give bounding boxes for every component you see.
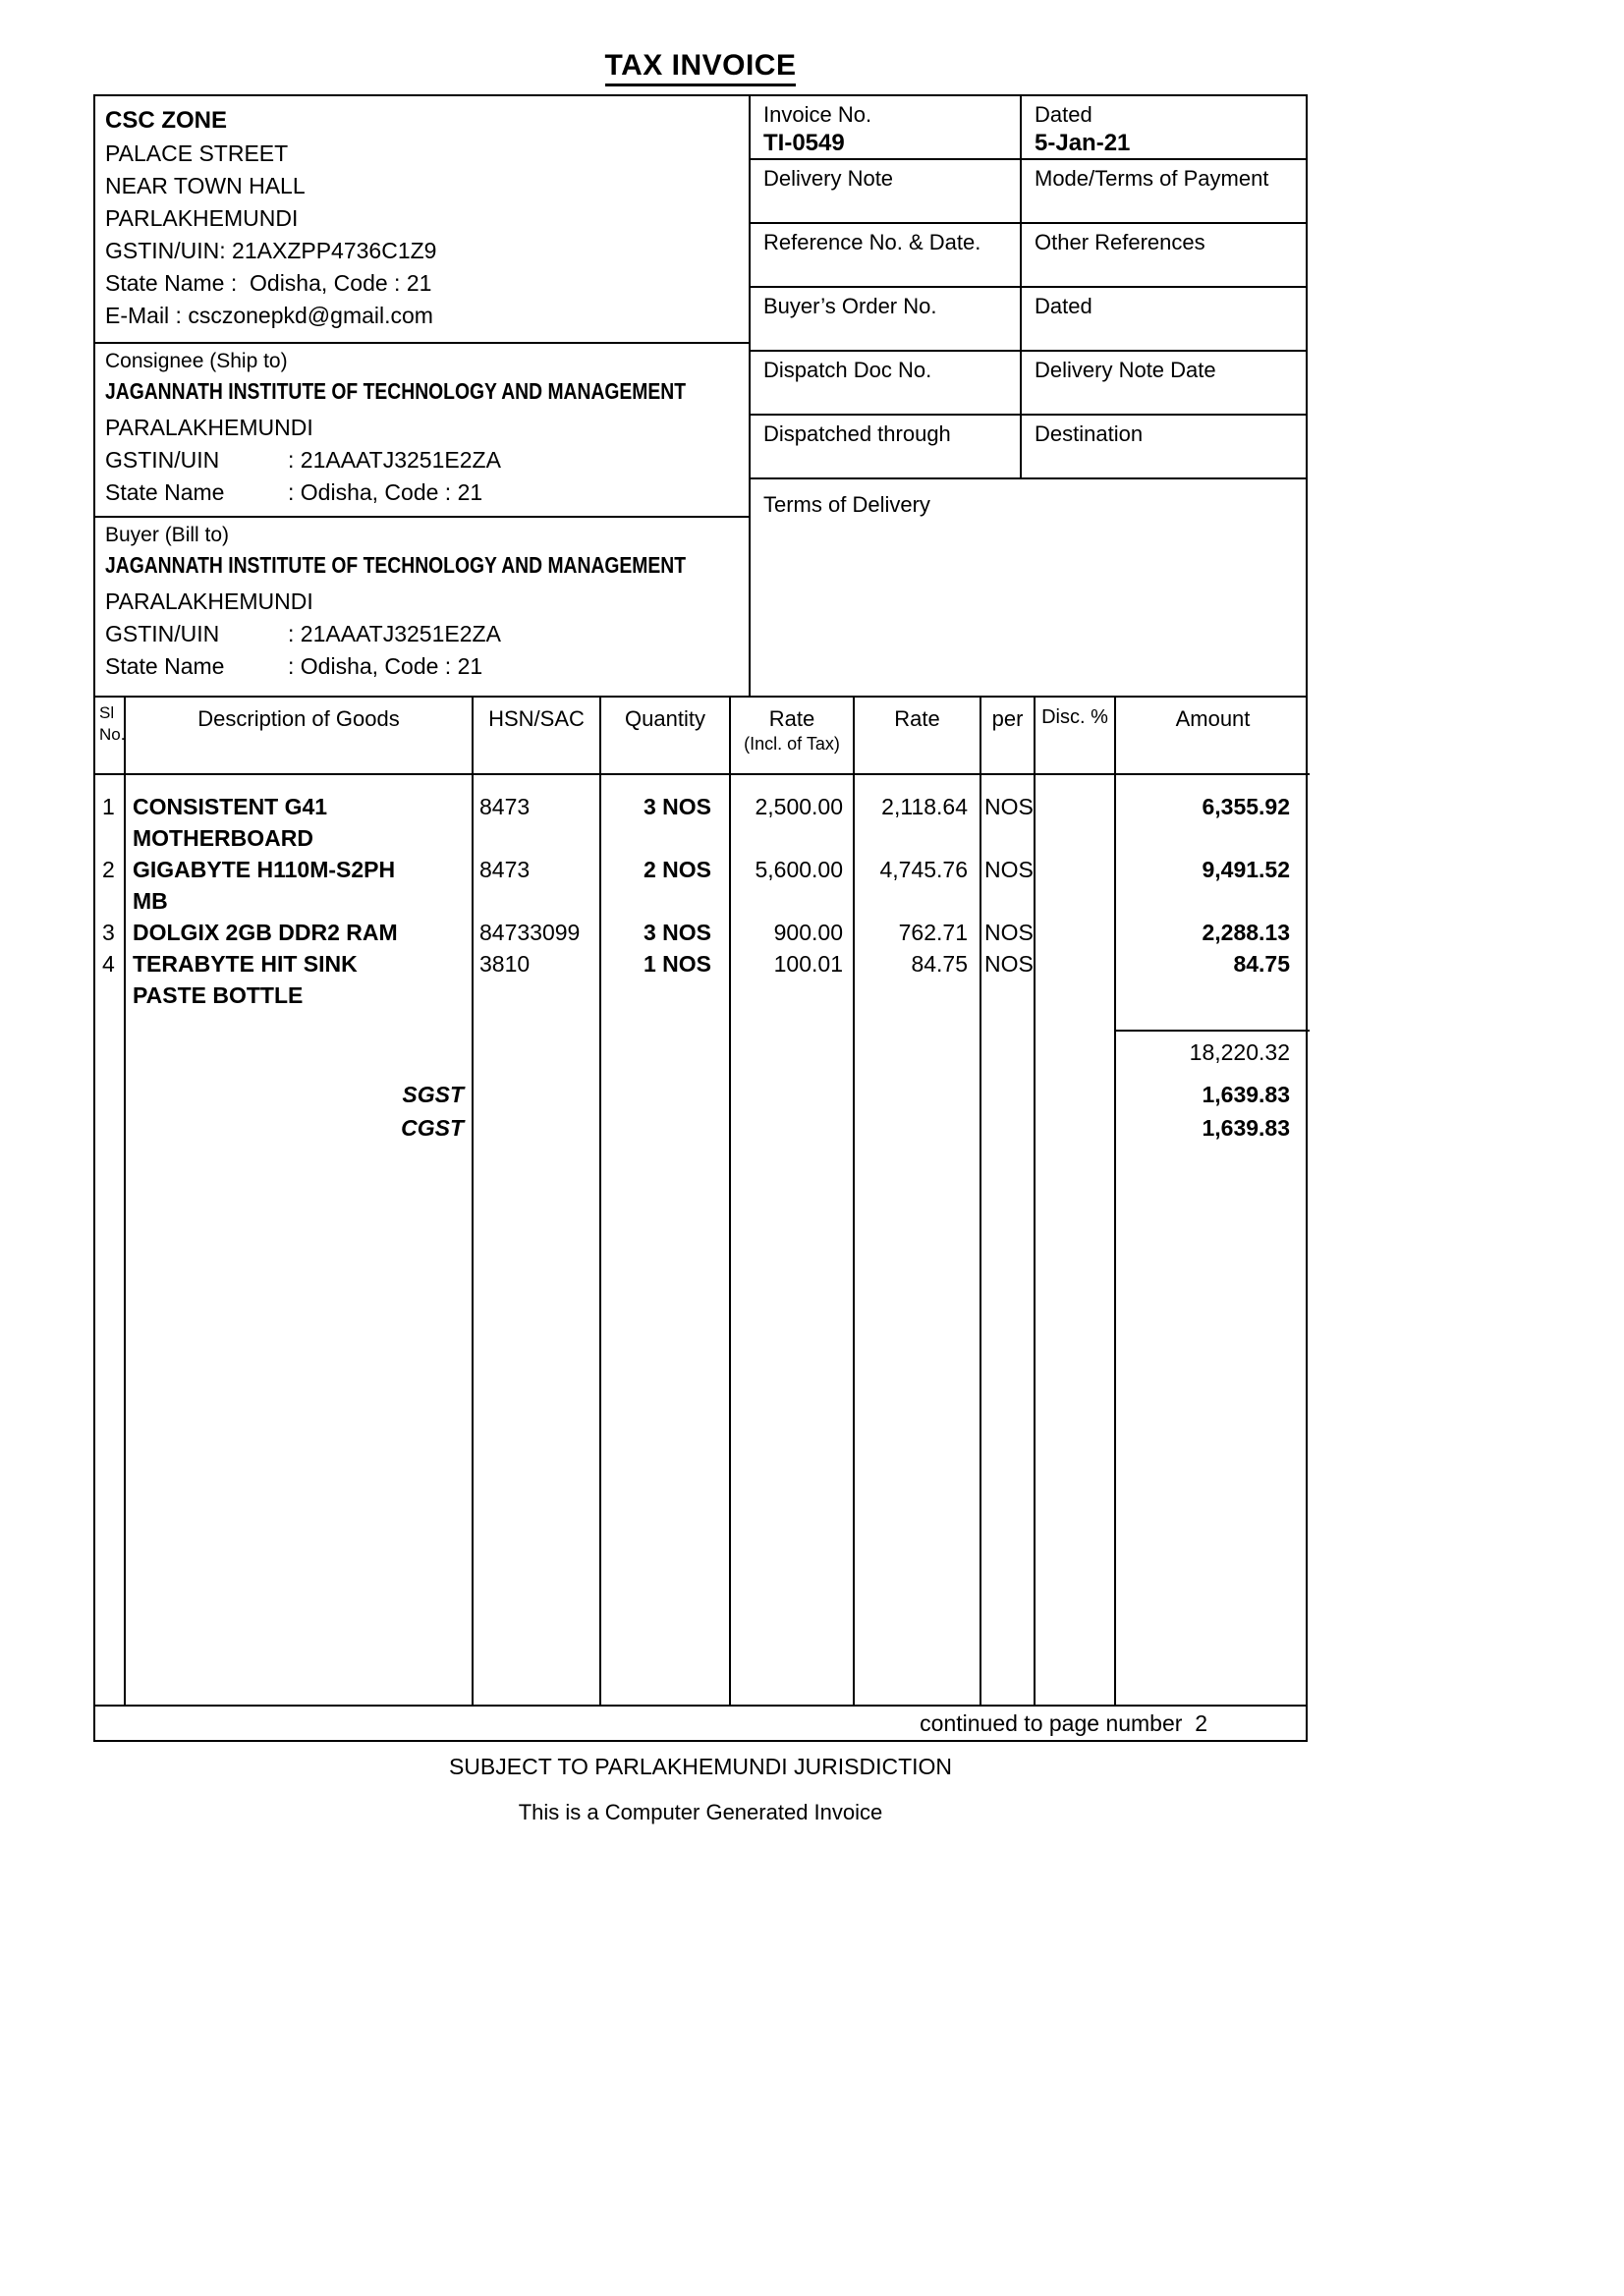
buyer-state-value: : Odisha, Code : 21 [288,653,483,679]
consignee-gstin-value: : 21AAATJ3251E2ZA [288,447,501,473]
item-description-text: GIGABYTE H110M-S2PH MB [133,857,396,914]
page-title: TAX INVOICE [605,49,797,86]
dated-label: Dated [1035,102,1092,127]
jurisdiction-note: SUBJECT TO PARLAKHEMUNDI JURISDICTION [448,1754,953,1779]
consignee-name: JAGANNATH INSTITUTE OF TECHNOLOGY AND MANAGEMENT [105,378,687,404]
seller-email: E-Mail : csczonepkd@gmail.com [105,303,433,328]
item-sl: 2 [95,854,125,917]
items-table-header [95,698,1310,774]
reference-cell [751,224,1022,286]
invoice-box [93,94,1308,1742]
items-table-body [95,774,1310,1705]
delivery-note-cell [751,160,1022,222]
col-header-description: Description of Goods [125,698,473,774]
item-per: NOS [980,948,1035,1011]
consignee-label: Consignee (Ship to) [105,350,288,372]
item-hsn: 84733099 [473,917,600,948]
meta-row-reference [751,224,1306,288]
seller-state: State Name : Odisha, Code : 21 [105,270,432,296]
delivery-note-date-label: Delivery Note Date [1035,358,1216,382]
item-amount: 84.75 [1233,951,1290,977]
meta-row-invoice-no [751,96,1306,160]
invoice-no-label: Invoice No. [763,102,872,127]
col-header-hsn: HSN/SAC [473,698,600,774]
item-hsn: 8473 [473,854,600,917]
buyers-order-cell [751,288,1022,350]
item-hsn: 3810 [473,948,600,1011]
col-header-rate-incl [730,698,854,774]
invoice-no-cell [751,96,1022,158]
item-disc [1035,948,1115,1011]
item-row-4 [95,948,1310,1011]
sgst-row [95,1078,1310,1111]
consignee-state-value: : Odisha, Code : 21 [288,479,483,505]
item-per: NOS [980,917,1035,948]
order-dated-cell [1022,288,1306,350]
item-rate-incl: 5,600.00 [730,854,854,917]
item-rate-incl: 2,500.00 [730,774,854,854]
item-amount: 9,491.52 [1202,857,1290,882]
col-header-rate: Rate [854,698,980,774]
col-header-quantity: Quantity [600,698,730,774]
cgst-amount: 1,639.83 [1202,1115,1290,1141]
item-sl: 4 [95,948,125,1011]
consignee-state-label: State Name [105,479,225,505]
consignee-block [95,344,749,518]
item-rate-incl: 100.01 [730,948,854,1011]
other-references-label: Other References [1035,230,1205,254]
subtotal-row [95,1031,1310,1078]
seller-address-line-2: NEAR TOWN HALL [105,173,306,198]
item-row-1 [95,774,1310,854]
meta-row-dispatched-through [751,416,1306,479]
buyer-gstin-row [105,618,739,650]
item-rate: 4,745.76 [854,854,980,917]
invoice-content [93,0,1308,1825]
item-disc [1035,774,1115,854]
reference-label: Reference No. & Date. [763,230,981,254]
seller-block [95,96,749,344]
item-description [125,854,473,917]
item-sl: 1 [95,774,125,854]
invoice-no-value: TI-0549 [763,130,845,156]
item-description-text: CONSISTENT G41 MOTHERBOARD [133,794,328,851]
dispatched-through-label: Dispatched through [763,421,951,446]
terms-of-delivery-label: Terms of Delivery [763,492,930,517]
buyer-name: JAGANNATH INSTITUTE OF TECHNOLOGY AND MANAGEMENT [105,552,687,578]
party-column [95,96,751,696]
dispatch-doc-cell [751,352,1022,414]
gap-row [95,1011,1310,1031]
col-header-sl-no [95,698,125,774]
buyer-name-wrap [105,548,739,586]
subtotal-amount: 18,220.32 [1115,1031,1310,1078]
consignee-state-row [105,476,739,509]
item-row-3 [95,917,1310,948]
sl-label-line2: No. [99,725,126,744]
payment-terms-cell [1022,160,1306,222]
dated-value: 5-Jan-21 [1035,130,1131,156]
cgst-label: CGST [125,1111,473,1145]
sgst-amount: 1,639.83 [1202,1082,1290,1107]
item-per: NOS [980,774,1035,854]
title-wrap [93,49,1308,86]
invoice-meta-column [751,96,1306,696]
delivery-note-label: Delivery Note [763,166,894,191]
item-quantity: 3 NOS [600,774,730,854]
item-amount: 6,355.92 [1202,794,1290,819]
item-description [125,948,473,1011]
buyer-block [95,518,749,696]
sl-label-line1: Sl [99,703,115,722]
seller-gstin: GSTIN/UIN: 21AXZPP4736C1Z9 [105,238,437,263]
dispatched-through-cell [751,416,1022,477]
col-header-per: per [980,698,1035,774]
filler-row [95,1145,1310,1705]
item-description-text: DOLGIX 2GB DDR2 RAM [133,920,398,945]
dated-cell [1022,96,1306,158]
item-description [125,917,473,948]
item-row-2 [95,854,1310,917]
item-rate: 762.71 [854,917,980,948]
destination-label: Destination [1035,421,1144,446]
item-rate: 84.75 [854,948,980,1011]
meta-row-dispatch-doc [751,352,1306,416]
item-description-text: TERABYTE HIT SINK PASTE BOTTLE [133,951,358,1008]
destination-cell [1022,416,1306,477]
consignee-gstin-label: GSTIN/UIN [105,447,220,473]
item-amount: 2,288.13 [1202,920,1290,945]
cgst-row [95,1111,1310,1145]
buyer-label: Buyer (Bill to) [105,524,230,546]
dispatch-doc-label: Dispatch Doc No. [763,358,932,382]
buyer-state-label: State Name [105,653,225,679]
item-rate: 2,118.64 [854,774,980,854]
other-references-cell [1022,224,1306,286]
col-header-amount: Amount [1115,698,1310,774]
consignee-gstin-row [105,444,739,476]
item-disc [1035,854,1115,917]
order-dated-label: Dated [1035,294,1092,318]
consignee-name-wrap [105,374,739,412]
item-sl: 3 [95,917,125,948]
computer-generated-note: This is a Computer Generated Invoice [518,1800,883,1824]
item-description [125,774,473,854]
seller-address-line-1: PALACE STREET [105,140,289,166]
terms-of-delivery-area [751,479,1306,696]
continued-row [95,1705,1306,1740]
payment-terms-label: Mode/Terms of Payment [1035,166,1269,191]
continued-note: continued to page number 2 [920,1709,1207,1736]
item-rate-incl: 900.00 [730,917,854,948]
items-table [95,698,1310,1705]
col-header-disc: Disc. % [1035,698,1115,774]
rate-incl-line1: Rate [768,706,815,731]
buyer-city: PARALAKHEMUNDI [105,588,313,614]
item-quantity: 1 NOS [600,948,730,1011]
buyer-state-row [105,650,739,683]
delivery-note-date-cell [1022,352,1306,414]
item-quantity: 3 NOS [600,917,730,948]
item-per: NOS [980,854,1035,917]
meta-row-buyers-order [751,288,1306,352]
item-disc [1035,917,1115,948]
buyer-gstin-value: : 21AAATJ3251E2ZA [288,621,501,646]
seller-name: CSC ZONE [105,107,228,134]
buyers-order-label: Buyer’s Order No. [763,294,937,318]
top-section [95,96,1306,698]
rate-incl-line2: (Incl. of Tax) [744,734,840,754]
consignee-city: PARALAKHEMUNDI [105,415,313,440]
item-quantity: 2 NOS [600,854,730,917]
sgst-label: SGST [125,1078,473,1111]
item-hsn: 8473 [473,774,600,854]
meta-row-delivery-note [751,160,1306,224]
buyer-gstin-label: GSTIN/UIN [105,621,220,646]
seller-address-line-3: PARLAKHEMUNDI [105,205,299,231]
